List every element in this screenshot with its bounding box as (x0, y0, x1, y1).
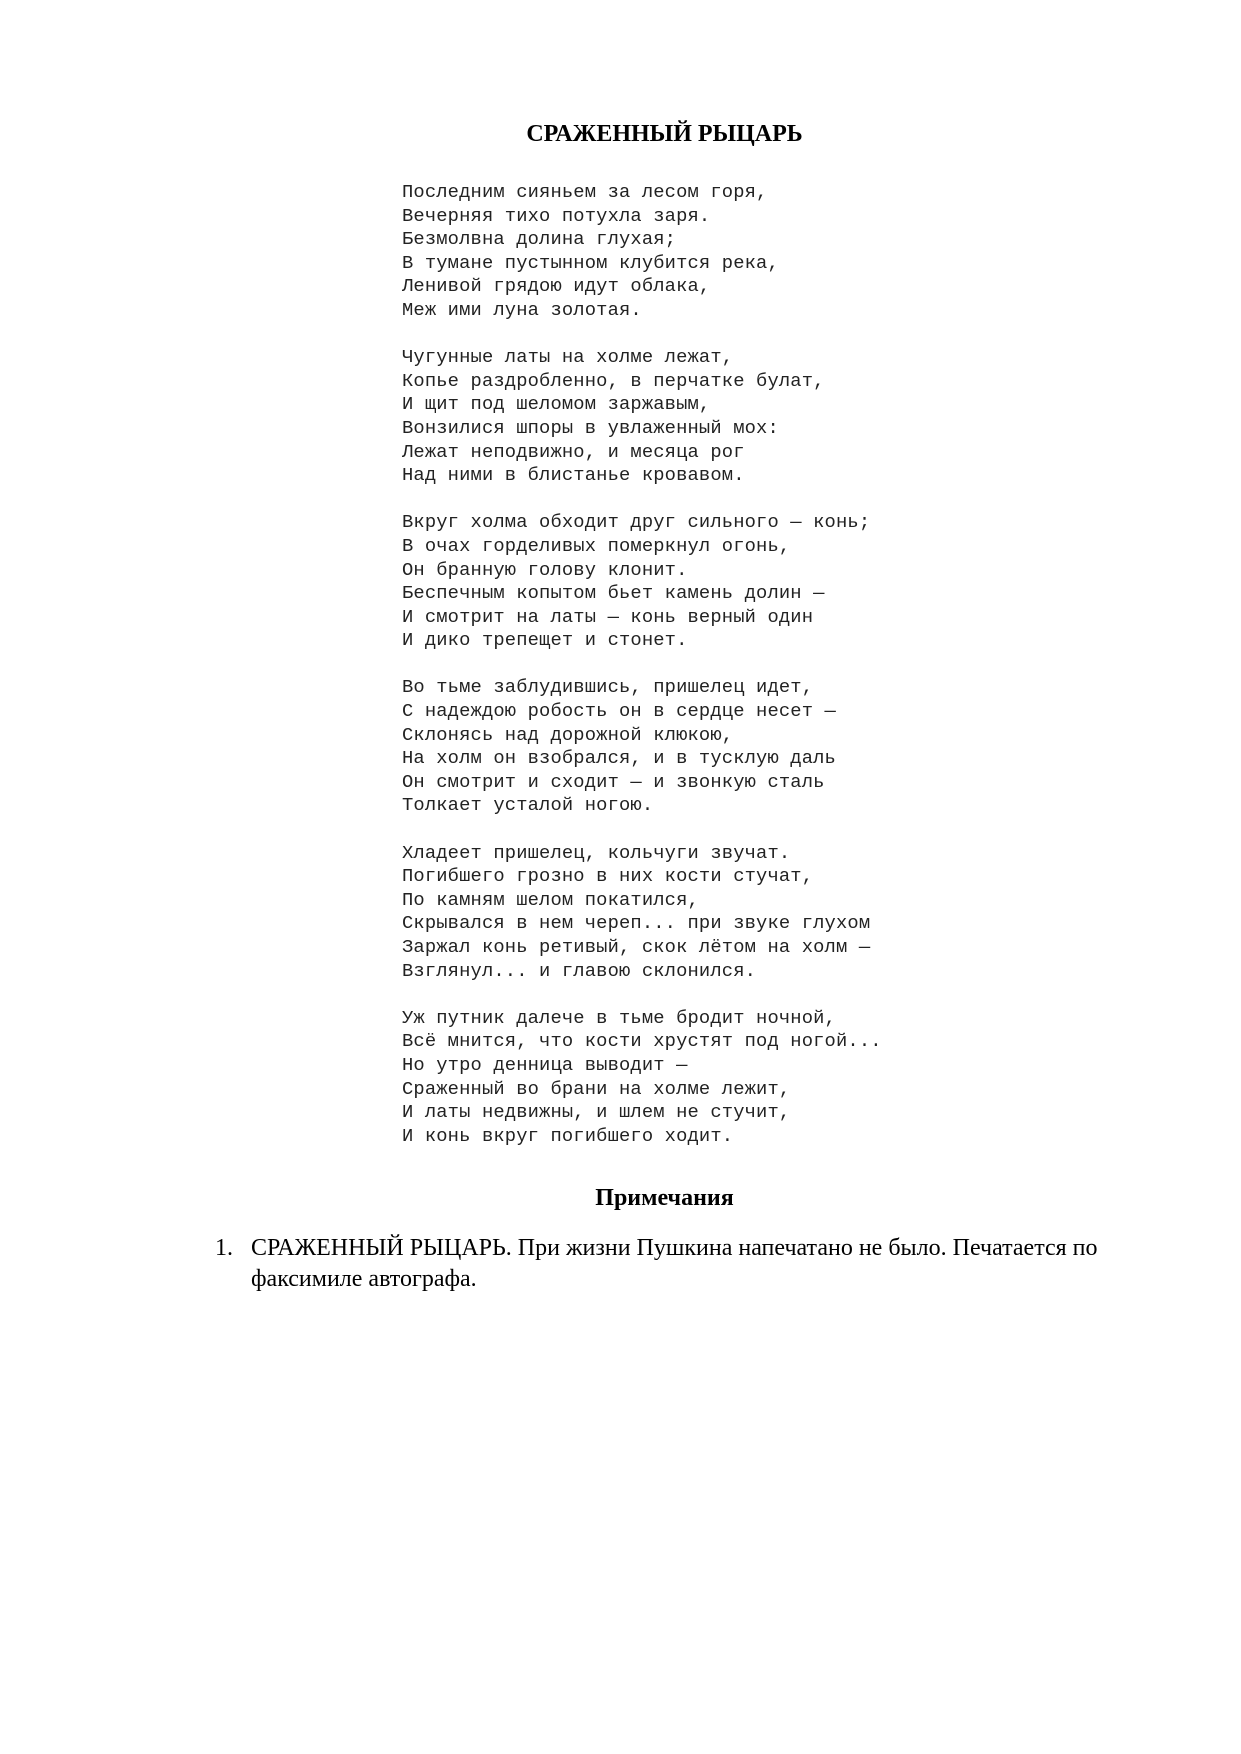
poem-line: Вонзилися шпоры в увлаженный мох: (402, 416, 779, 439)
note-number: 1. (215, 1235, 233, 1261)
note-text: СРАЖЕННЫЙ РЫЦАРЬ. При жизни Пушкина напечатано не было. Печатается по факсимиле автографа. (251, 1235, 1098, 1292)
poem-line: Вкруг холма обходит друг сильного — конь; (402, 511, 871, 534)
poem-line: Безмолвна долина глухая; (402, 228, 677, 251)
poem-line: Чугунные латы на холме лежат, (402, 346, 734, 369)
stanza-6 (402, 1007, 882, 1149)
poem-line: И конь вкруг погибшего ходит. (402, 1124, 734, 1147)
poem-line: Но утро денница выводит — (402, 1053, 688, 1076)
poem-line: Склонясь над дорожной клюкою, (402, 723, 734, 746)
poem-line: Заржал конь ретивый, скок лётом на холм — (402, 936, 871, 958)
poem-line: На холм он взобрался, и в тусклую даль (402, 747, 836, 770)
poem-line: В тумане пустынном клубится река, (402, 251, 779, 274)
poem-line: Скрывался в нем череп... при звуке глухом (402, 912, 871, 935)
stanza-5 (402, 842, 882, 984)
poem-line: Меж ими луна золотая. (402, 298, 642, 321)
poem-line: По камням шелом покатился, (402, 888, 699, 911)
poem-line: Уж путник далече в тьме бродит ночной, (402, 1006, 836, 1029)
poem-line: Погибшего грозно в них кости стучат, (402, 865, 814, 888)
poem-line: Лежат неподвижно, и месяца рог (402, 440, 745, 463)
poem-line: Вечерняя тихо потухла заря. (402, 204, 711, 227)
poem-line: И смотрит на латы — конь верный один (402, 605, 814, 628)
note-item (215, 1233, 1145, 1295)
stanza-1 (402, 181, 882, 323)
stanza-3 (402, 511, 882, 653)
poem-line: И щит под шеломом заржавым, (402, 393, 711, 416)
poem-line: Толкает усталой ногою. (402, 794, 654, 817)
poem-body (402, 181, 882, 1172)
page-title: СРАЖЕННЫЙ РЫЦАРЬ (526, 121, 803, 147)
poem-line: Над ними в блистанье кровавом. (402, 464, 745, 487)
poem-line: Взглянул... и главою склонился. (402, 959, 757, 982)
poem-line: В очах горделивых померкнул огонь, (402, 534, 791, 557)
poem-line: Последним сияньем за лесом горя, (402, 181, 768, 203)
stanza-4 (402, 676, 882, 818)
poem-line: Сраженный во брани на холме лежит, (402, 1077, 791, 1100)
poem-line: Ленивой грядою идут облака, (402, 275, 711, 298)
poem-line: Беспечным копытом бьет камень долин — (402, 582, 825, 605)
stanza-2 (402, 346, 882, 488)
poem-line: И дико трепещет и стонет. (402, 629, 688, 652)
poem-line: С надеждою робость он в сердце несет — (402, 700, 836, 723)
poem-line: Копье раздробленно, в перчатке булат, (402, 369, 825, 392)
poem-line: Во тьме заблудившись, пришелец идет, (402, 676, 814, 699)
notes-list (215, 1233, 1145, 1295)
poem-line: Хладеет пришелец, кольчуги звучат. (402, 841, 791, 864)
notes-heading: Примечания (595, 1185, 734, 1211)
poem-line: Он бранную голову клонит. (402, 558, 688, 581)
poem-line: Он смотрит и сходит — и звонкую сталь (402, 770, 825, 793)
poem-line: Всё мнится, что кости хрустят под ногой... (402, 1030, 882, 1053)
poem-line: И латы недвижны, и шлем не стучит, (402, 1101, 791, 1124)
